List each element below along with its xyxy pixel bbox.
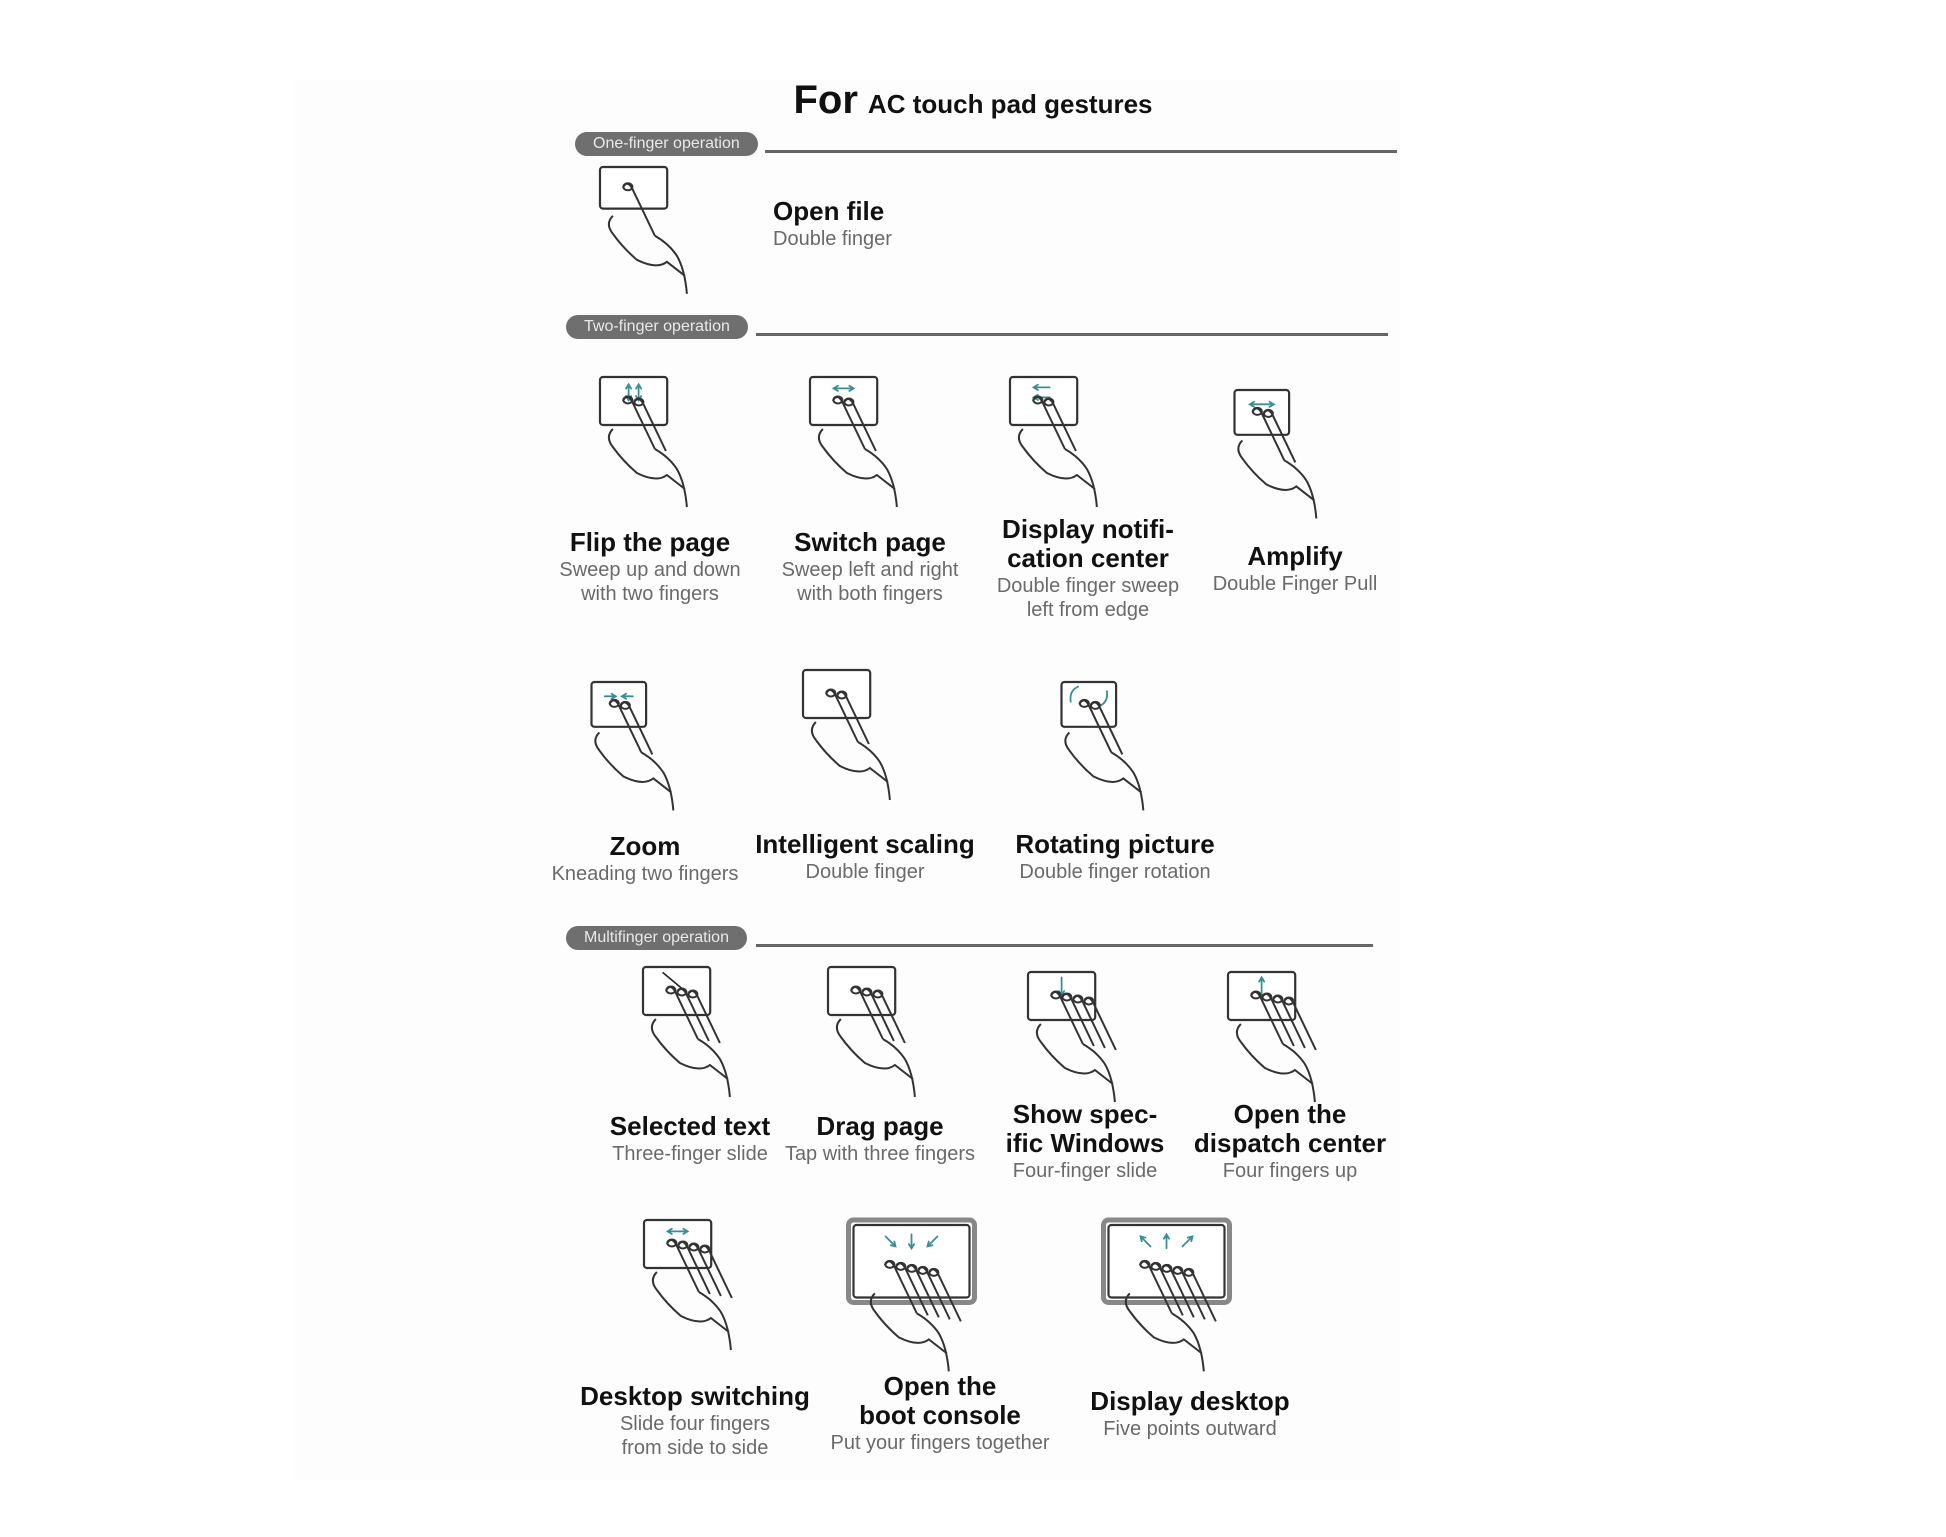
gesture-display-desktop [1070, 1387, 1310, 1441]
gesture-desc: Five points outward [1103, 1418, 1277, 1440]
section-divider [765, 150, 1397, 153]
three-finger-drag-icon [635, 965, 795, 1115]
gesture-desc: Slide four fingers from side to side [619, 1413, 771, 1459]
two-finger-double-tap-icon [795, 668, 955, 818]
three-finger-tap-icon [820, 965, 980, 1115]
gesture-desktop-switching [575, 1382, 815, 1460]
gesture-rotating-picture [995, 830, 1235, 884]
gesture-switch-page [760, 528, 980, 606]
gesture-name: Drag page [816, 1111, 944, 1141]
gesture-drag-page [770, 1112, 990, 1166]
section-two-finger [566, 315, 1388, 341]
gesture-desc: Sweep left and right with both fingers [781, 559, 959, 605]
gesture-name: Switch page [794, 527, 946, 557]
gesture-notification-center [978, 515, 1198, 622]
section-divider [756, 944, 1373, 947]
gesture-name: Selected text [609, 1111, 771, 1141]
gesture-specific-windows [975, 1100, 1195, 1183]
gesture-desc: Put your fingers together [830, 1432, 1050, 1454]
gesture-name: Flip the page [569, 527, 731, 557]
four-finger-swipe-up-icon [1220, 970, 1380, 1120]
two-finger-horizontal-swipe-icon [802, 375, 962, 525]
gesture-desc: Three-finger slide [612, 1143, 768, 1165]
gesture-name: Open the dispatch center [1193, 1099, 1387, 1158]
five-finger-pinch-icon [845, 1218, 1020, 1368]
pinch-in-icon [585, 680, 715, 820]
gesture-name: Zoom [609, 831, 681, 861]
five-finger-spread-icon [1100, 1218, 1275, 1368]
section-divider [756, 333, 1388, 336]
two-finger-vertical-scroll-icon [592, 375, 752, 525]
gesture-name: Show spec- ific Windows [1005, 1099, 1165, 1158]
one-finger-tap-icon [592, 165, 752, 295]
four-finger-horizontal-swipe-icon [636, 1218, 796, 1368]
gesture-boot-console [815, 1372, 1065, 1455]
gesture-zoom [535, 832, 755, 886]
gesture-name: Amplify [1247, 541, 1343, 571]
gesture-desc: Sweep up and down with two fingers [559, 559, 741, 605]
two-finger-edge-swipe-icon [1002, 375, 1162, 525]
gesture-desc: Double finger sweep left from edge [996, 575, 1180, 621]
pinch-out-icon [1228, 388, 1358, 528]
section-pill: Two-finger operation [566, 315, 748, 339]
section-pill: One-finger operation [575, 132, 758, 156]
gesture-name: Display notifi- cation center [1002, 514, 1174, 573]
title-text: AC touch pad gestures [867, 89, 1153, 119]
gesture-amplify [1195, 542, 1395, 596]
gesture-name: Rotating picture [1015, 829, 1215, 859]
section-multifinger [566, 926, 1373, 952]
gesture-desc: Tap with three fingers [784, 1143, 976, 1165]
gesture-intelligent-scaling [745, 830, 985, 884]
gesture-desc: Double Finger Pull [1212, 573, 1378, 595]
gesture-desc: Double finger [773, 228, 892, 250]
gesture-dispatch-center [1175, 1100, 1405, 1183]
title-for: For [793, 78, 858, 122]
gesture-name: Desktop switching [580, 1381, 810, 1411]
gesture-desc: Four fingers up [1222, 1160, 1358, 1182]
page-title [0, 78, 1946, 123]
gesture-open-file [773, 197, 973, 251]
section-one-finger [575, 132, 1397, 158]
gesture-name: Open the boot console [859, 1371, 1021, 1430]
section-pill: Multifinger operation [566, 926, 747, 950]
gesture-name: Open file [773, 196, 885, 226]
gesture-desc: Double finger [805, 861, 925, 883]
gesture-desc: Double finger rotation [1019, 861, 1211, 883]
two-finger-rotate-icon [1055, 680, 1185, 820]
gesture-selected-text [580, 1112, 800, 1166]
gesture-name: Display desktop [1090, 1386, 1290, 1416]
gesture-desc: Kneading two fingers [551, 863, 739, 885]
gesture-flip-page [540, 528, 760, 606]
four-finger-swipe-down-icon [1020, 970, 1180, 1120]
gesture-name: Intelligent scaling [755, 829, 975, 859]
gesture-desc: Four-finger slide [1012, 1160, 1158, 1182]
